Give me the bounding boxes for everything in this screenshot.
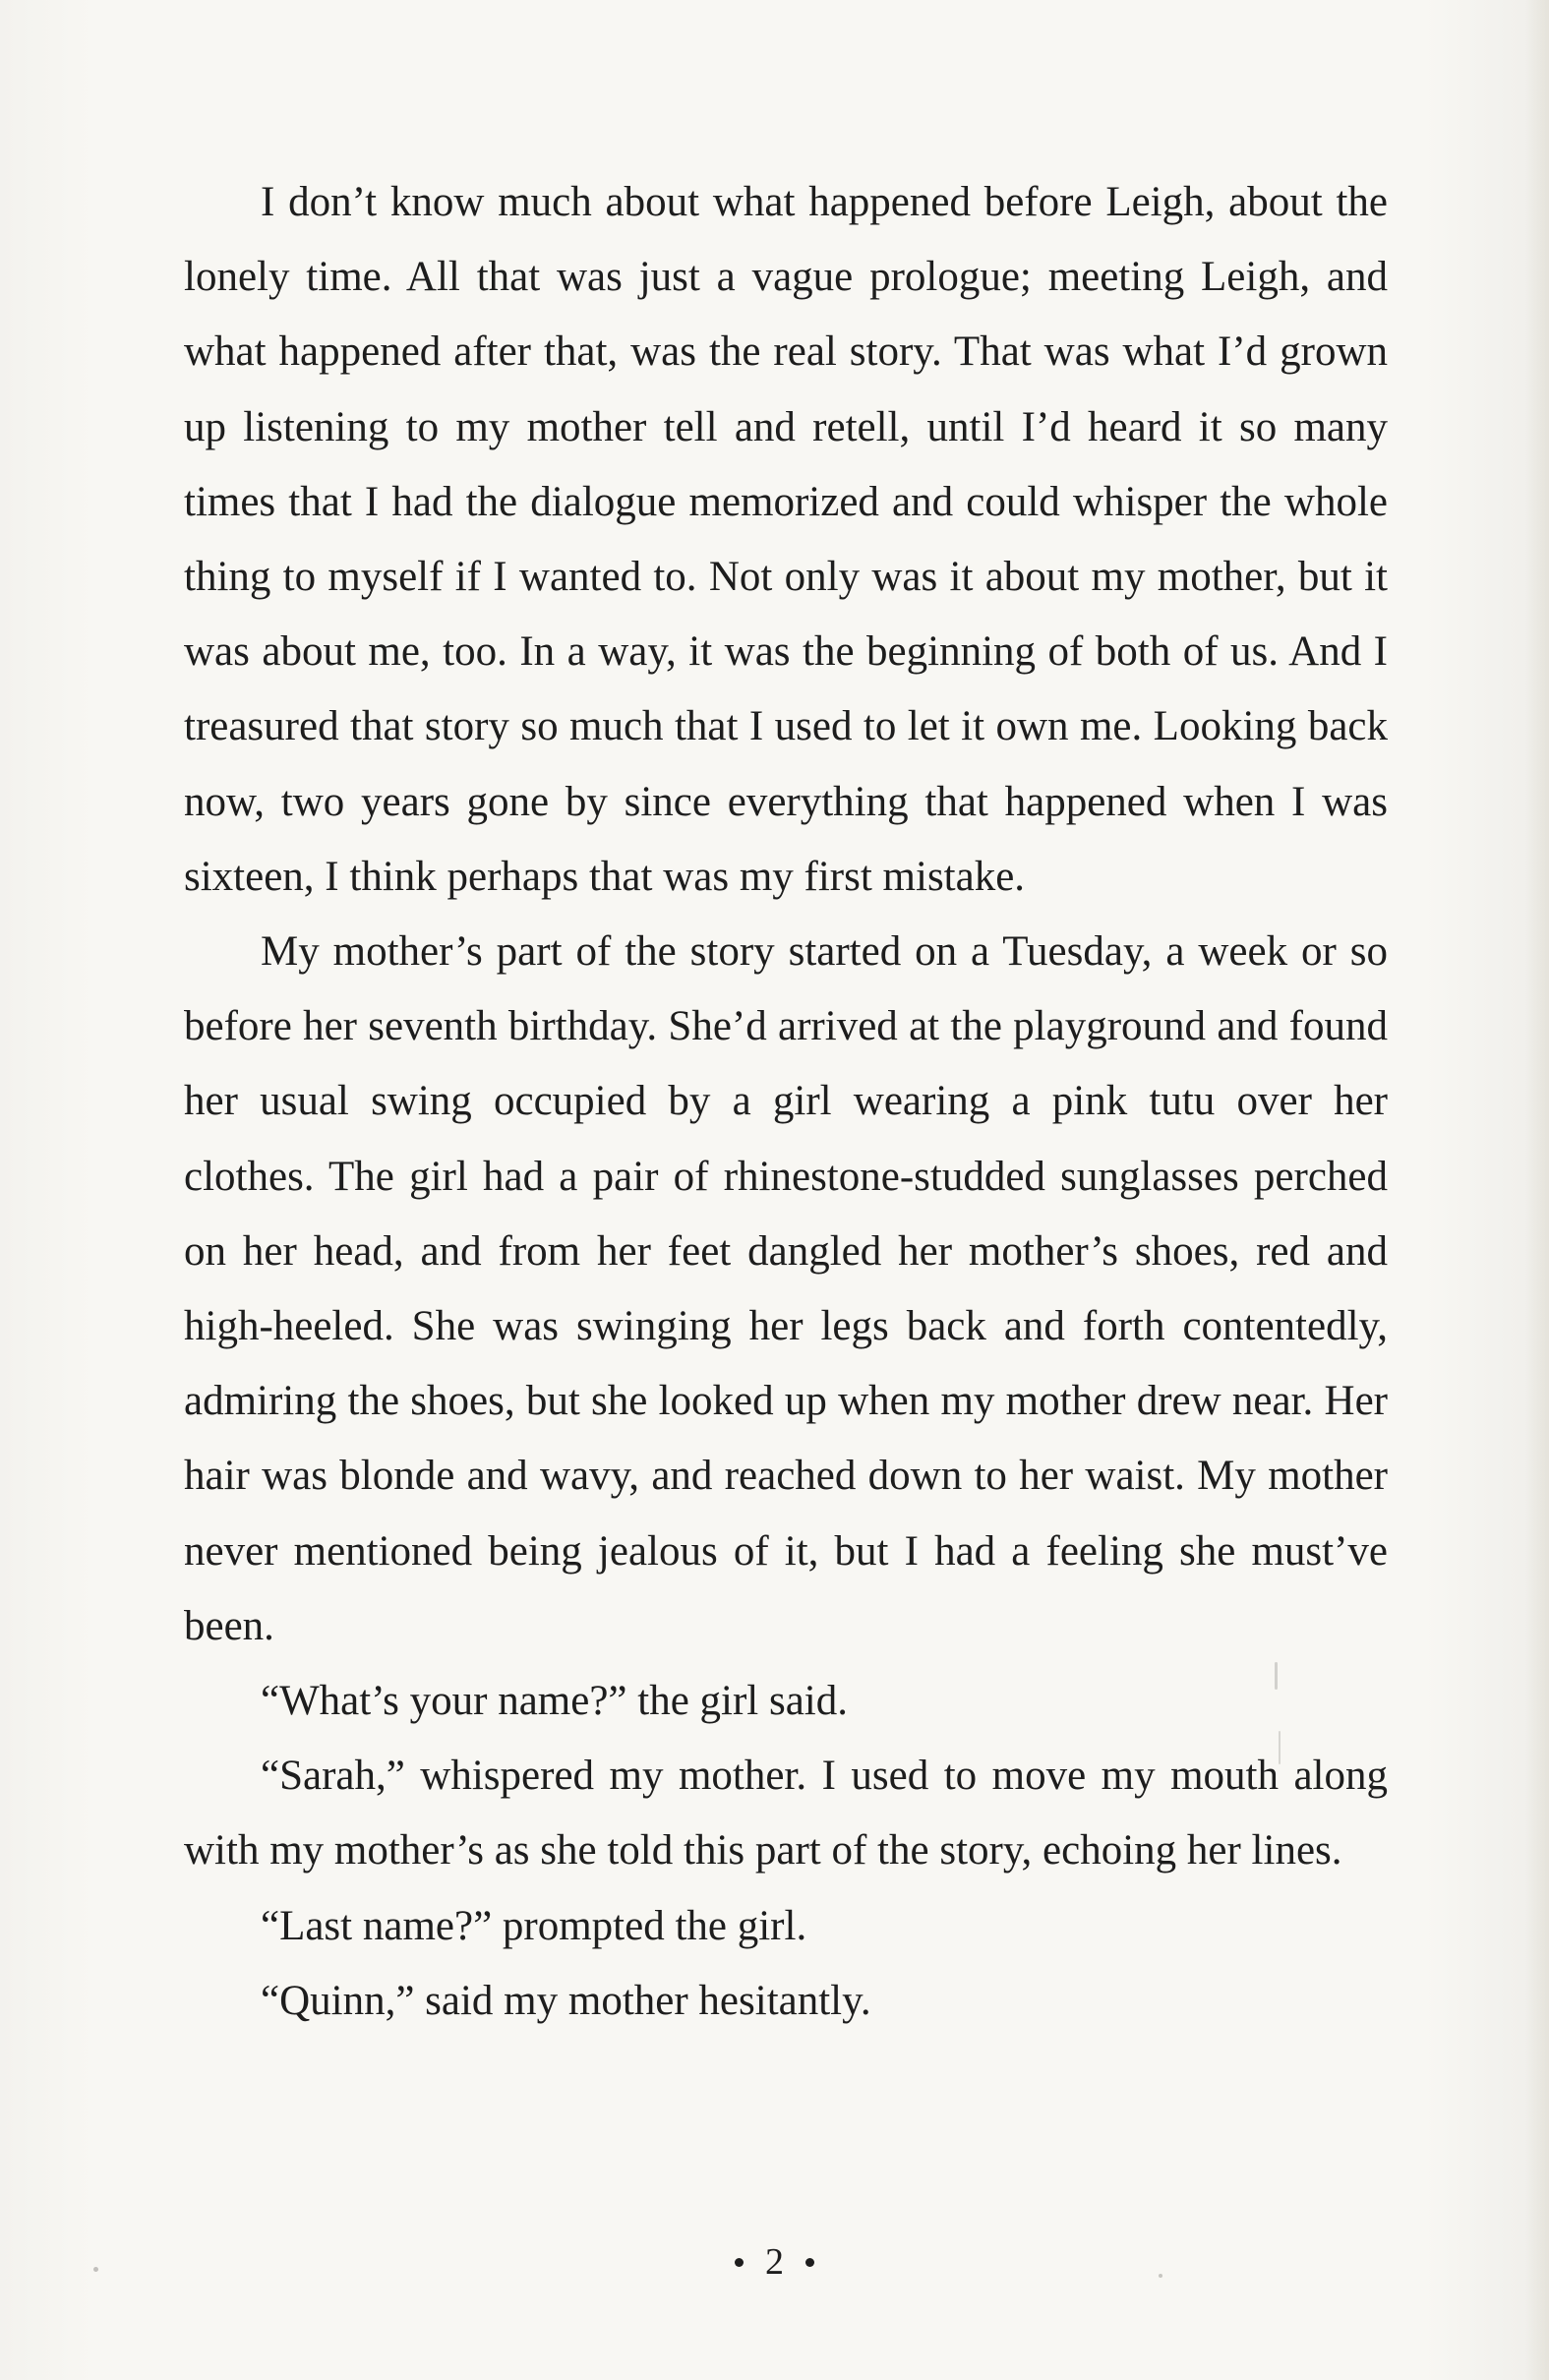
paragraph-2: My mother’s part of the story started on a Tuesday, a week or so before her seventh birthday. She’d arrived at the playground and found her usual swing occupied by a girl wearing a pink tutu over her clothes. The girl had a pair of rhinestone-studded sunglasses perched on her head, and from her feet dangled her mother’s shoes, red and high-heeled. She was swinging her legs back and forth contentedly, admiring the shoes, but she looked up when my mother drew near. Her hair was blonde and wavy, and reached down to her waist. My mother never mentioned being jealous of it, but I had a feeling she must’ve been. [184,928,1388,1649]
page-edge-shadow [1525,0,1549,2380]
bullet-dot-icon [735,2258,744,2267]
paragraph-6: “Quinn,” said my mother hesitantly. [261,1977,871,2024]
bullet-dot-icon [805,2258,814,2267]
paragraph-4: “Sarah,” whispered my mother. I used to move my mouth along with my mother’s as she told this part of the story, echoing her lines. [184,1753,1388,1874]
body-text [184,165,1388,2039]
scan-speck [1159,2274,1162,2278]
paragraph-5: “Last name?” prompted the girl. [261,1902,807,1949]
paragraph-3: “What’s your name?” the girl said. [261,1678,849,1725]
scan-speck [1279,1731,1281,1764]
page-number: 2 [765,2241,784,2283]
scan-speck [93,2267,98,2272]
paragraph-1: I don’t know much about what happened before Leigh, about the lonely time. All that was just a vague prologue; meeting Leigh, and what happened after that, was the real story. That was what I’d grown up listening to my mother tell and retell, until I’d heard it so many times that I had the dialogue memorized and could whisper the whole thing to myself if I wanted to. Not only was it about my mother, but it was about me, too. In a way, it was the beginning of both of us. And I treasured that story so much that I used to let it own me. Looking back now, two years gone by since everything that happened when I was sixteen, I think perhaps that was my first mistake. [184,179,1388,900]
page-number-footer [0,2232,1549,2291]
scan-speck [1275,1662,1278,1690]
